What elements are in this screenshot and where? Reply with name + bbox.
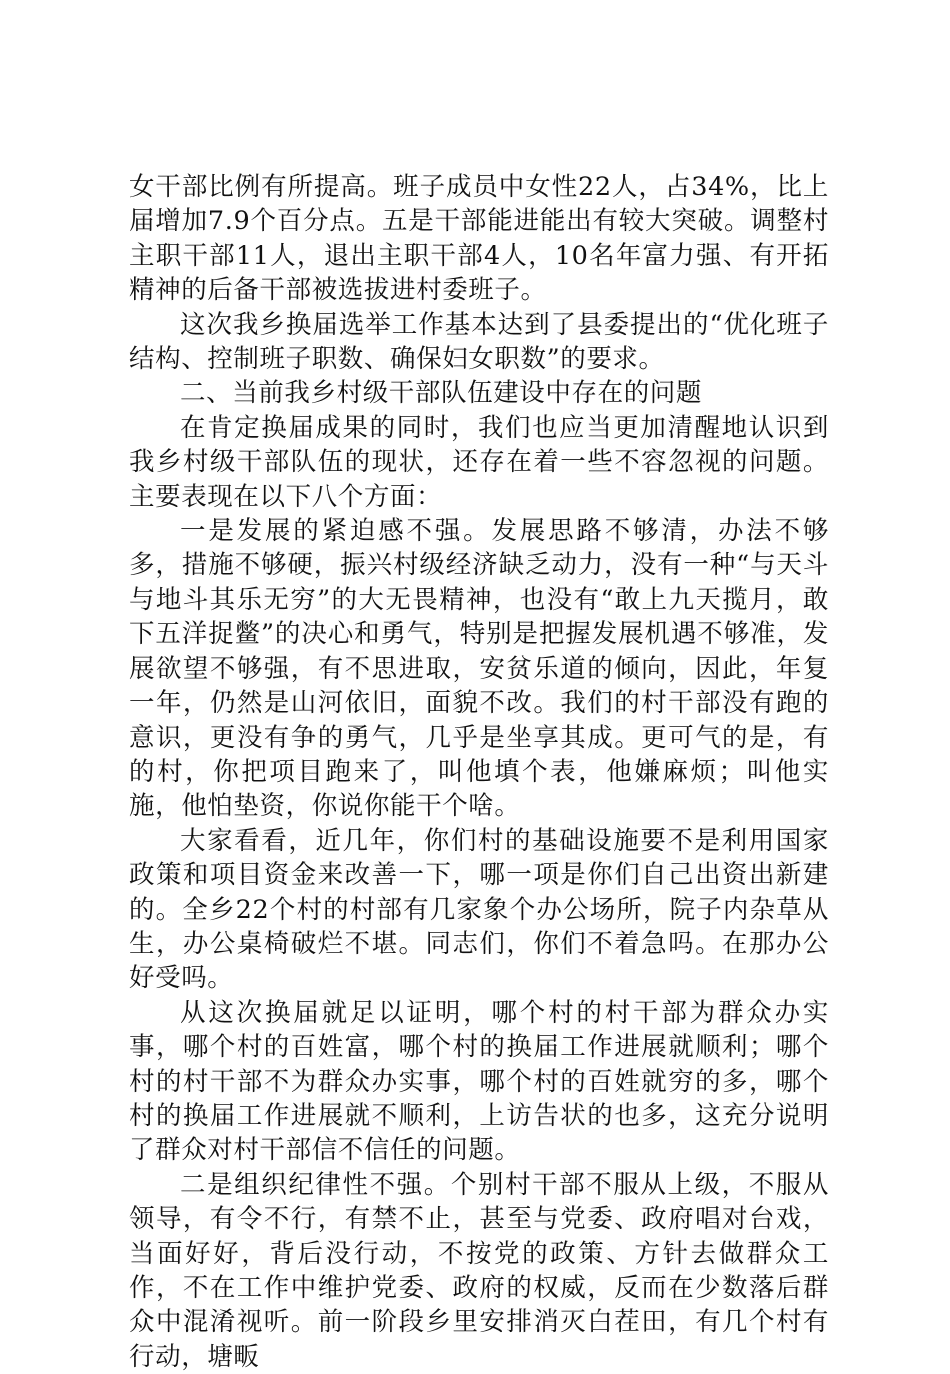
paragraph-election-evidence: 从这次换届就足以证明，哪个村的村干部为群众办实事，哪个村的百姓富，哪个村的换届工作进展就顺利；哪个村的村干部不为群众办实事，哪个村的百姓就穷的多，哪个村的换届工作进展就不顺利，上访告状的也多，这充分说明了群众对村干部信不信任的问题。 — [129, 997, 829, 1166]
section-heading-problems: 二、当前我乡村级干部队伍建设中存在的问题 — [180, 378, 703, 409]
paragraph-problem-one: 一是发展的紧迫感不强。发展思路不够清，办法不够多，措施不够硬，振兴村级经济缺乏动力，没有一种“与天斗与地斗其乐无穷”的大无畏精神，也没有“敢上九天揽月，敢下五洋捉鳖”的决心和勇气，特别是把握发展机遇不够准，发展欲望不够强，有不思进取，安贫乐道的倾向，因此，年复一年，仍然是山河依旧，面貌不改。我们的村干部没有跑的意识，更没有争的勇气，几乎是坐享其成。更可气的是，有的村，你把项目跑来了，叫他填个表，他嫌麻烦；叫他实施，他怕垫资，你说你能干个啥。 — [129, 516, 829, 822]
paragraph-female-cadre-ratio: 女干部比例有所提高。班子成员中女性22人，占34%，比上届增加7.9个百分点。五是干部能进能出有较大突破。调整村主职干部11人，退出主职干部4人，10名年富力强、有开拓精神的后备干部被选拔进村委班子。 — [129, 172, 829, 306]
paragraph-election-summary: 这次我乡换届选举工作基本达到了县委提出的“优化班子结构、控制班子职数、确保妇女职数”的要求。 — [129, 309, 829, 375]
paragraph-problems-intro: 在肯定换届成果的同时，我们也应当更加清醒地认识到我乡村级干部队伍的现状，还存在着一些不容忽视的问题。主要表现在以下八个方面： — [129, 412, 829, 512]
paragraph-problem-two: 二是组织纪律性不强。个别村干部不服从上级，不服从领导，有令不行，有禁不止，甚至与党委、政府唱对台戏，当面好好，背后没行动，不按党的政策、方针去做群众工作，不在工作中维护党委、政府的权威，反而在少数落后群众中混淆视听。前一阶段乡里安排消灭白茬田，有几个村有行动，塘畈 — [129, 1169, 829, 1372]
paragraph-infrastructure: 大家看看，近几年，你们村的基础设施要不是利用国家政策和项目资金来改善一下，哪一项是你们自己出资出新建的。全乡22个村的村部有几家象个办公场所，院子内杂草从生，办公桌椅破烂不堪。同志们，你们不着急吗。在那办公好受吗。 — [129, 825, 829, 994]
document-page — [129, 170, 829, 1374]
